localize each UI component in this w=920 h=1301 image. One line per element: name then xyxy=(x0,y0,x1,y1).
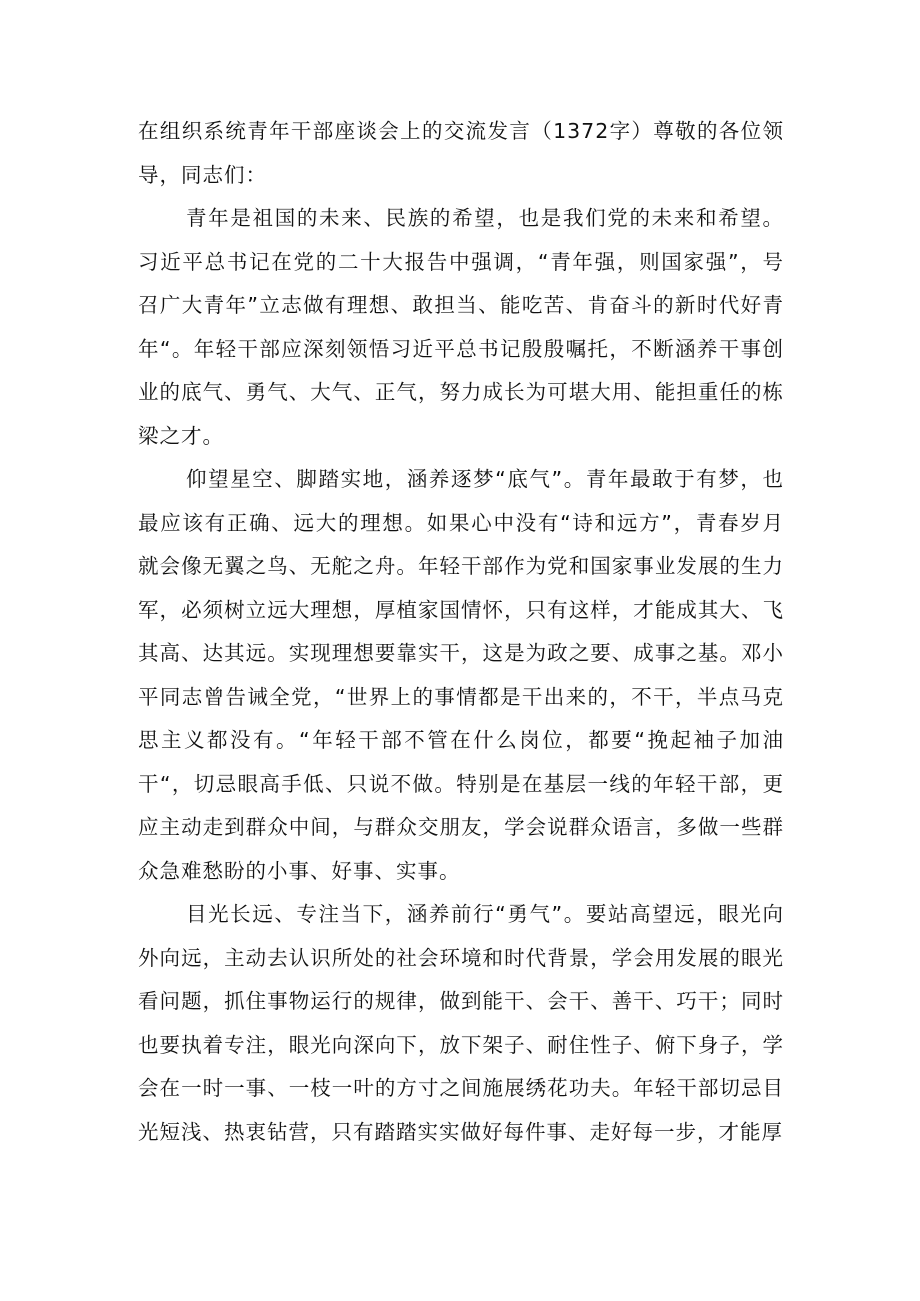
paragraph-intro: 青年是祖国的未来、民族的希望，也是我们党的未来和希望。习近平总书记在党的二十大报告中强调，“青年强，则国家强”，号召广大青年”立志做有理想、敢担当、能吃苦、肯奋斗的新时代好青年“。年轻干部应深刻领悟习近平总书记殷殷嘱托，不断涵养干事创业的底气、勇气、大气、正气，努力成长为可堪大用、能担重任的栋梁之才。 xyxy=(138,206,784,448)
paragraph-forward-courage: 目光长远、专注当下，涵养前行“勇气”。要站高望远，眼光向外向远，主动去认识所处的社会环境和时代背景，学会用发展的眼光看问题，抓住事物运行的规律，做到能干、会干、善干、巧干；同时也要执着专注，眼光向深向下，放下架子、耐住性子、俯下身子，学会在一时一事、一枝一叶的方寸之间施展绣花功夫。年轻干部切忌目光短浅、热衷钻营，只有踏踏实实做好每件事、走好每一步，才能厚 xyxy=(138,902,784,1144)
document-title: 在组织系统青年干部座谈会上的交流发言（1372字）尊敬的各位领导，同志们： xyxy=(138,119,784,187)
paragraph-dream-confidence: 仰望星空、脚踏实地，涵养逐梦“底气”。青年最敢于有梦，也最应该有正确、远大的理想。如果心中没有“诗和远方”，青春岁月就会像无翼之鸟、无舵之舟。年轻干部作为党和国家事业发展的生力军，必须树立远大理想，厚植家国情怀，只有这样，才能成其大、飞其高、达其远。实现理想要靠实干，这是为政之要、成事之基。邓小平同志曾告诫全党，“世界上的事情都是干出来的，不干，半点马克思主义都没有。“年轻干部不管在什么岗位，都要“挽起袖子加油干“，切忌眼高手低、只说不做。特别是在基层一线的年轻干部，更应主动走到群众中间，与群众交朋友，学会说群众语言，多做一些群众急难愁盼的小事、好事、实事。 xyxy=(138,467,784,883)
document-body xyxy=(138,110,784,1154)
